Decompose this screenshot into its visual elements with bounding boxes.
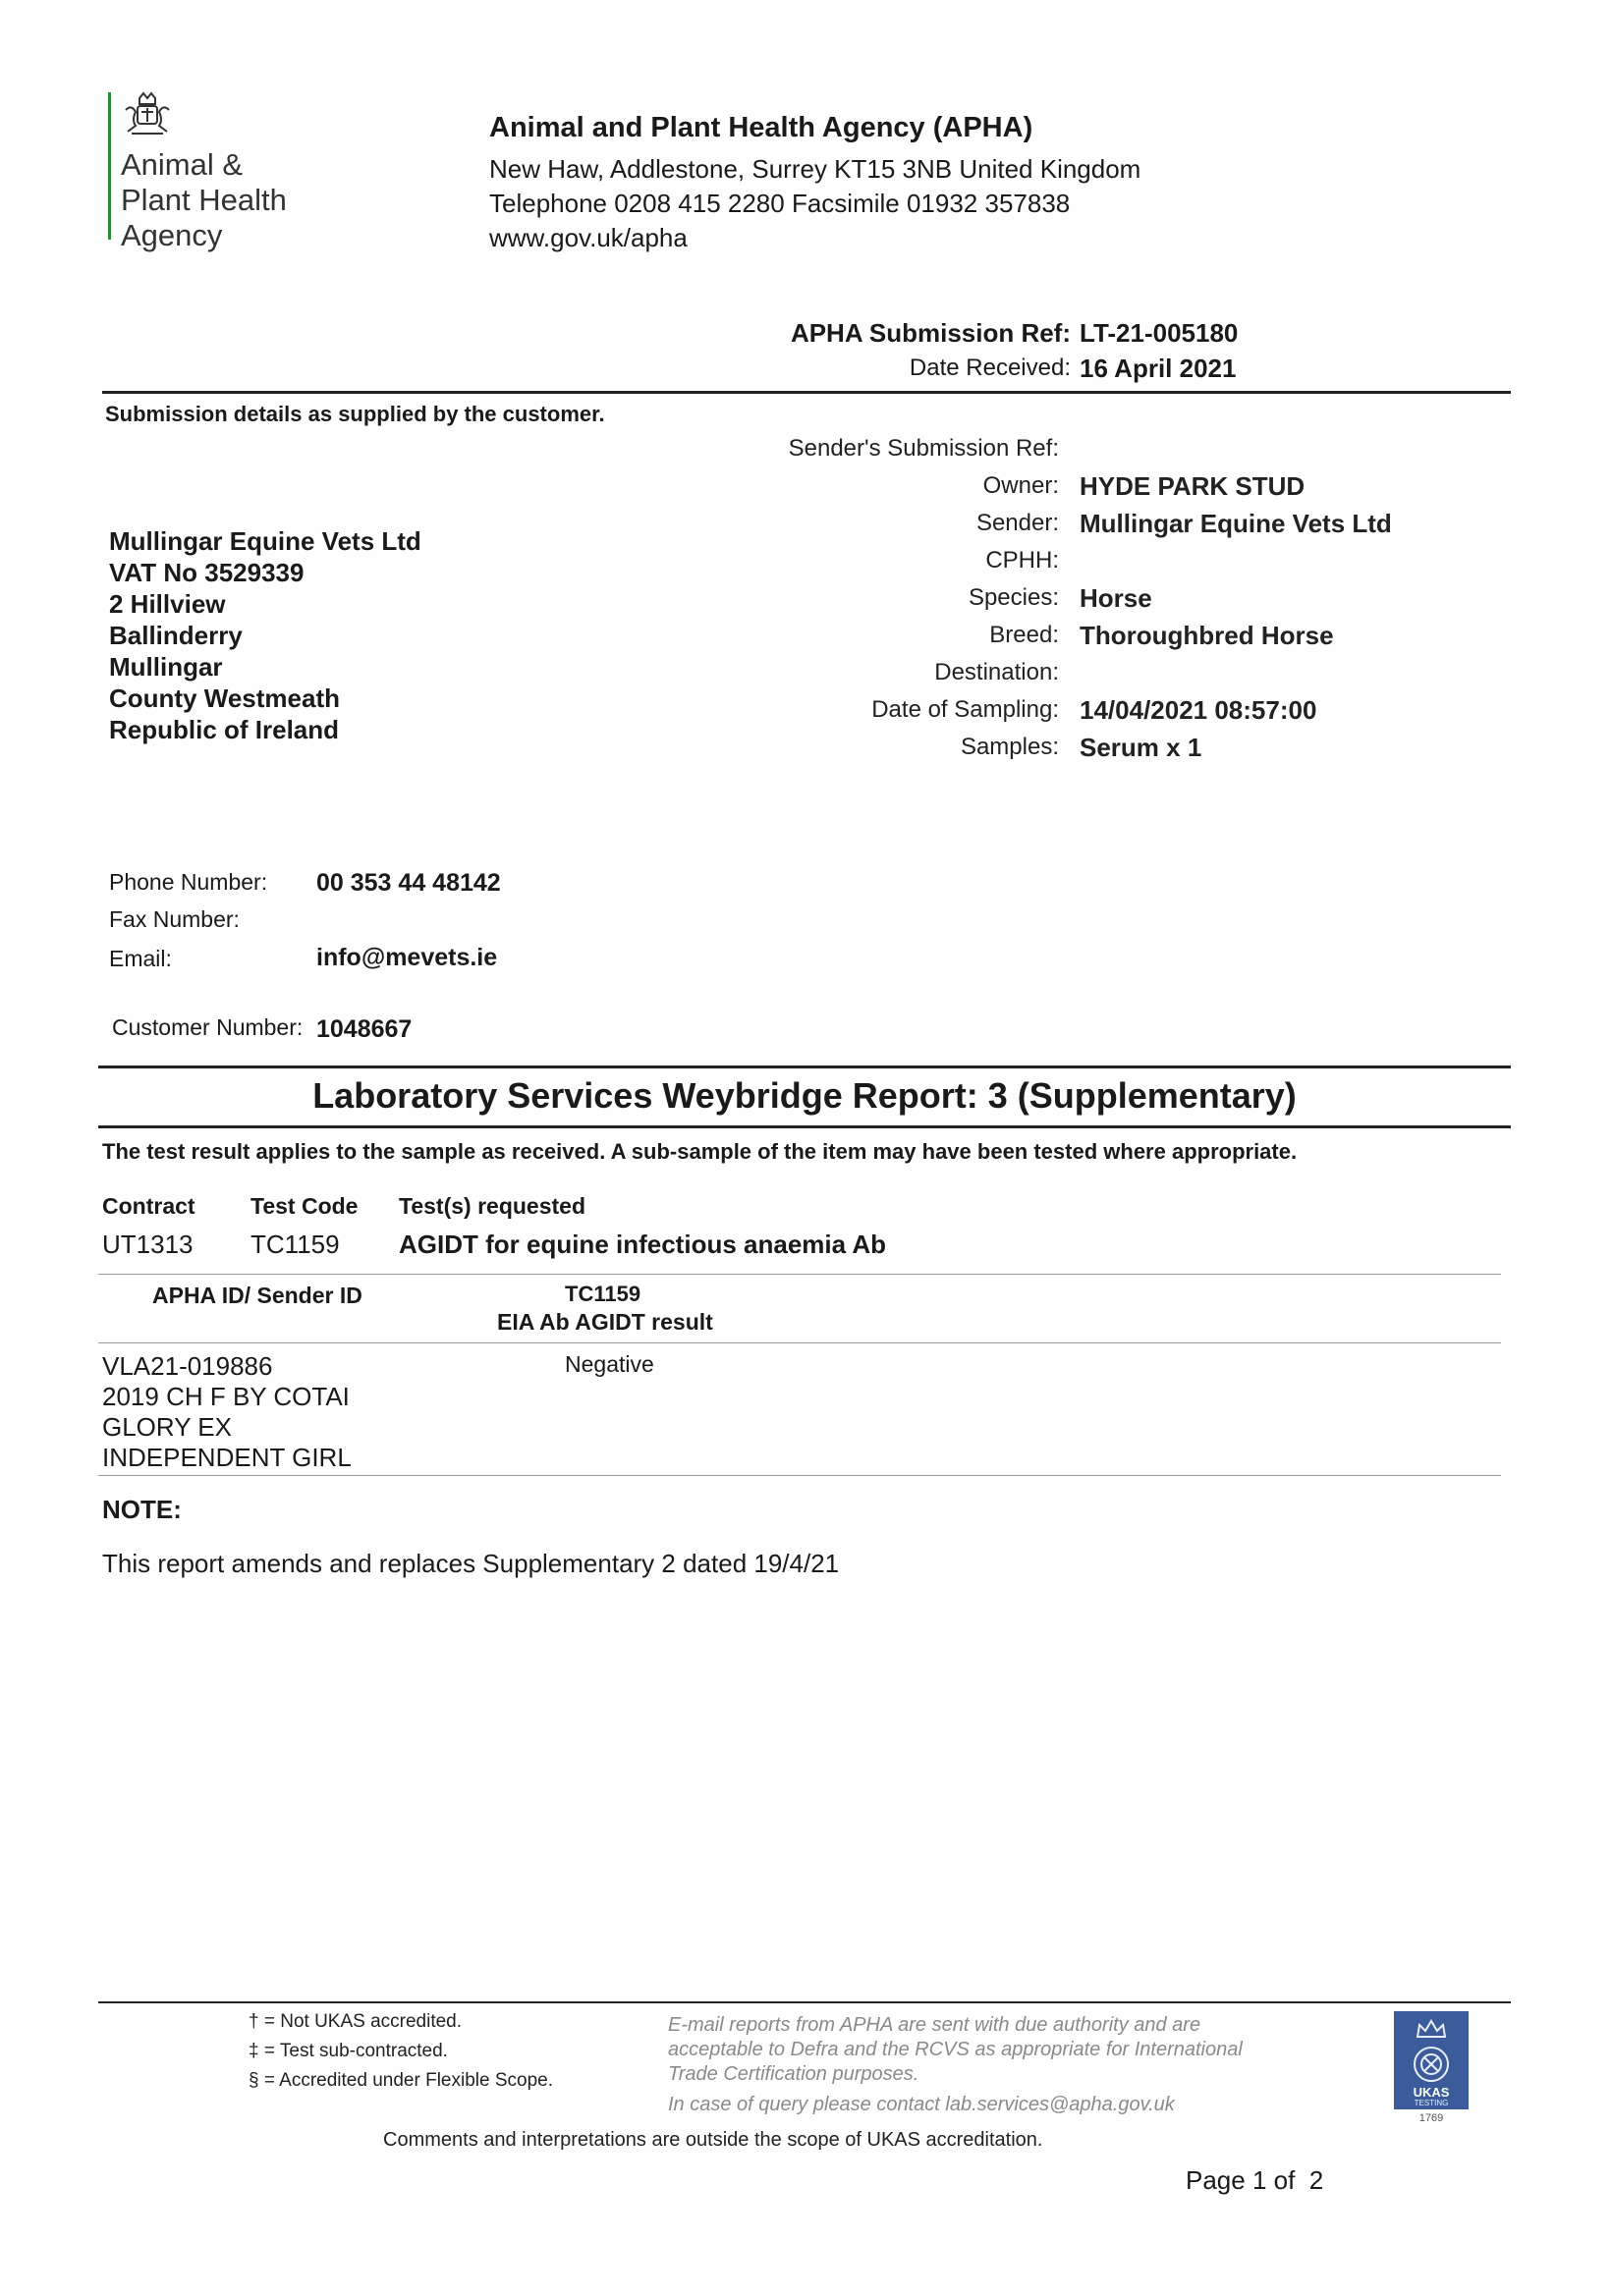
contract-value: UT1313 — [102, 1230, 194, 1259]
accreditation-legend — [249, 2007, 553, 2096]
address-line: Republic of Ireland — [109, 715, 340, 744]
sample-id — [102, 1351, 352, 1473]
test-requested-value: AGIDT for equine infectious anaemia Ab — [399, 1230, 886, 1259]
field-label: Sender's Submission Ref: — [788, 435, 1059, 462]
results-header-line — [98, 1342, 1501, 1343]
field-value: Thoroughbred Horse — [1080, 621, 1334, 650]
report-top-rule — [98, 1066, 1511, 1068]
royal-crest-icon — [118, 90, 177, 141]
ukas-text: UKAS — [1413, 2085, 1450, 2100]
results-table-top-line — [98, 1274, 1501, 1275]
logo-line: Agency — [121, 218, 223, 252]
header-divider — [102, 391, 1511, 394]
field-value: Serum x 1 — [1080, 733, 1202, 762]
logo-line: Animal & — [121, 147, 244, 182]
date-received-value: 16 April 2021 — [1080, 354, 1237, 383]
report-disclaimer: The test result applies to the sample as received. A sub-sample of the item may have been tested where appropriate. — [102, 1139, 1298, 1164]
address-line: 2 Hillview — [109, 589, 226, 619]
contract-header: Contract — [102, 1193, 195, 1219]
ukas-comments: Comments and interpretations are outside the scope of UKAS accreditation. — [383, 2129, 1043, 2151]
field-label: Species: — [968, 584, 1059, 611]
test-result: Negative — [565, 1351, 654, 1377]
address-line: Ballinderry — [109, 621, 243, 650]
customer-address — [109, 525, 421, 745]
sample-id-line: GLORY EX — [102, 1412, 232, 1442]
field-label: Breed: — [989, 622, 1059, 648]
fax-label: Fax Number: — [109, 906, 240, 932]
report-title: Laboratory Services Weybridge Report: 3 (Supplementary) — [312, 1075, 1297, 1116]
submission-ref-value: LT-21-005180 — [1080, 318, 1239, 348]
address-line: Mullingar Equine Vets Ltd — [109, 526, 421, 556]
phone-value: 00 353 44 48142 — [316, 869, 501, 897]
logo-line: Plant Health — [121, 183, 287, 217]
crown-icon — [1394, 2011, 1469, 2045]
customer-number-value: 1048667 — [316, 1015, 413, 1043]
date-received-label: Date Received: — [909, 355, 1071, 381]
address-line: VAT No 3529339 — [109, 558, 305, 587]
ukas-mark — [1394, 2011, 1469, 2109]
agency-website[interactable]: www.gov.uk/apha — [489, 223, 688, 252]
logo-accent-bar — [108, 92, 111, 240]
report-bottom-rule — [98, 1125, 1511, 1128]
email-notice — [668, 2013, 1243, 2087]
legend-line: † = Not UKAS accredited. — [249, 2011, 463, 2032]
email-notice-line: acceptable to Defra and the RCVS as appropriate for International — [668, 2039, 1243, 2060]
agency-phone: Telephone 0208 415 2280 Facsimile 01932 357838 — [489, 189, 1071, 218]
email-notice-line: Trade Certification purposes. — [668, 2063, 919, 2085]
submission-ref-label: APHA Submission Ref: — [790, 318, 1071, 348]
email-value[interactable]: info@mevets.ie — [316, 944, 498, 971]
details-heading: Submission details as supplied by the customer. — [105, 402, 605, 426]
sample-id-line: VLA21-019886 — [102, 1351, 273, 1381]
test-code-header: Test Code — [250, 1193, 359, 1219]
footer-rule — [98, 2001, 1511, 2003]
field-value: Horse — [1080, 583, 1152, 613]
field-label: Sender: — [975, 510, 1059, 536]
results-table-bottom-line — [98, 1475, 1501, 1476]
legend-line: ‡ = Test sub-contracted. — [249, 2041, 448, 2061]
customer-number-label: Customer Number: — [112, 1014, 304, 1040]
field-label: Destination: — [934, 659, 1059, 685]
ukas-emblem-icon — [1394, 2045, 1469, 2086]
agency-address: New Haw, Addlestone, Surrey KT15 3NB United Kingdom — [489, 154, 1141, 184]
query-contact: In case of query please contact lab.services@apha.gov.uk — [668, 2094, 1175, 2115]
ukas-sub: TESTING — [1414, 2099, 1449, 2107]
note-text: This report amends and replaces Supplementary 2 dated 19/4/21 — [102, 1549, 840, 1578]
result-test-name-header: EIA Ab AGIDT result — [497, 1309, 713, 1335]
note-label: NOTE: — [102, 1495, 182, 1524]
field-value: HYDE PARK STUD — [1080, 471, 1306, 501]
field-value: 14/04/2021 08:57:00 — [1080, 695, 1317, 725]
tests-requested-header: Test(s) requested — [399, 1193, 586, 1219]
address-line: Mullingar — [109, 652, 223, 682]
field-label: Samples: — [960, 734, 1059, 760]
test-code-value: TC1159 — [250, 1230, 340, 1259]
email-notice-line: E-mail reports from APHA are sent with due authority and are — [668, 2014, 1201, 2036]
field-label: Owner: — [982, 472, 1059, 499]
sample-id-line: 2019 CH F BY COTAI — [102, 1382, 350, 1411]
sample-id-header: APHA ID/ Sender ID — [152, 1283, 362, 1308]
phone-label: Phone Number: — [109, 869, 268, 895]
page-number: Page 1 of 2 — [1186, 2165, 1324, 2195]
email-label: Email: — [109, 946, 172, 971]
result-test-code-header: TC1159 — [565, 1282, 641, 1306]
sample-id-line: INDEPENDENT GIRL — [102, 1443, 352, 1472]
agency-name: Animal and Plant Health Agency (APHA) — [489, 112, 1033, 143]
field-label: CPHH: — [985, 547, 1059, 574]
ukas-number: 1769 — [1418, 2112, 1444, 2124]
field-value: Mullingar Equine Vets Ltd — [1080, 509, 1392, 538]
address-line: County Westmeath — [109, 683, 340, 713]
field-label: Date of Sampling: — [871, 696, 1059, 723]
legend-line: § = Accredited under Flexible Scope. — [249, 2070, 553, 2091]
